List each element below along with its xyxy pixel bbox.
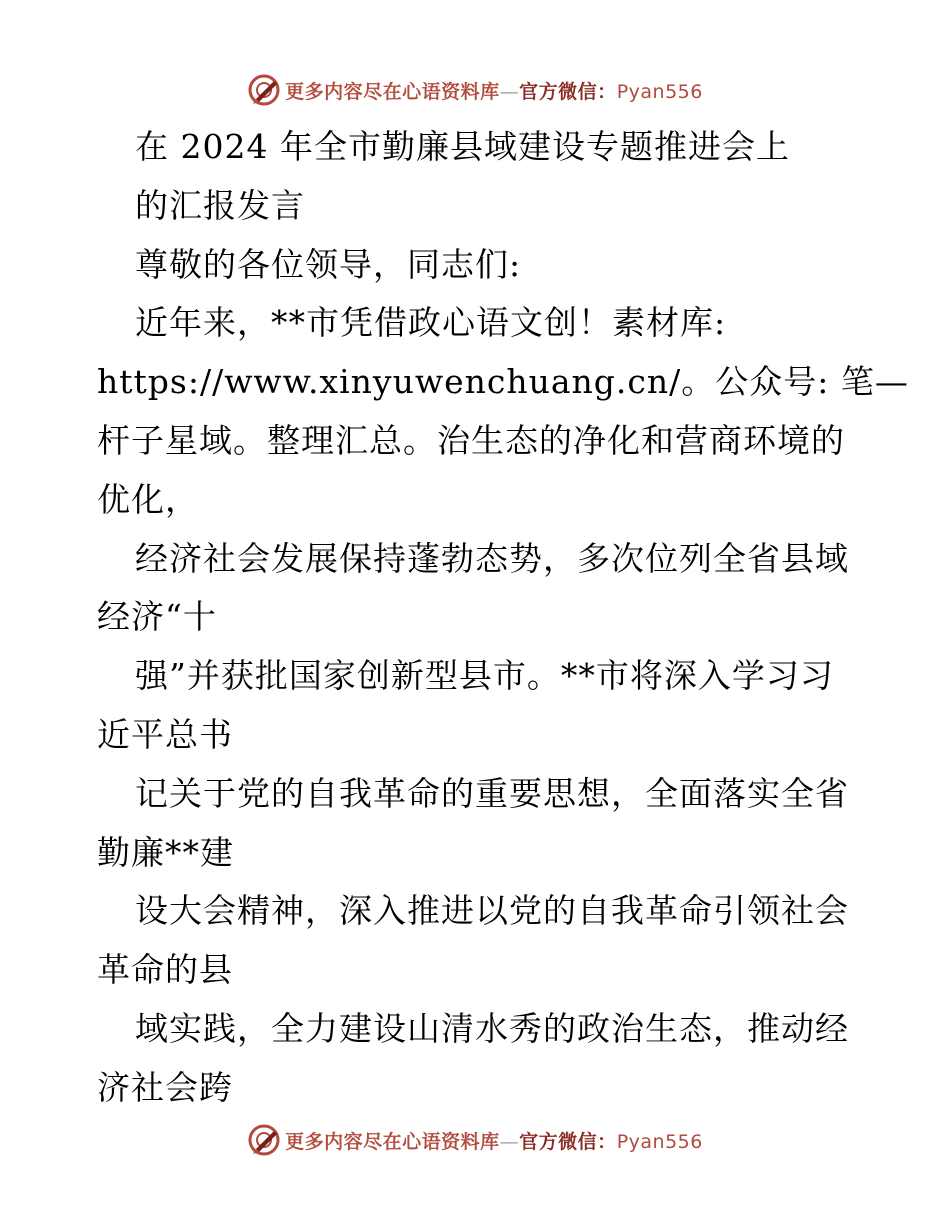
doc-title-line-1: 在 2024 年全市勤廉县域建设专题推进会上 xyxy=(135,127,790,166)
document-body xyxy=(97,118,909,1118)
banner-wechat-id: Pyan556 xyxy=(616,80,703,103)
doc-paragraph-line: 革命的县 xyxy=(97,950,233,990)
doc-paragraph-line: 杆子星域。整理汇总。治生态的净化和营商环境的 xyxy=(97,420,845,460)
red-circle-pen-logo-icon xyxy=(247,73,281,107)
doc-title-line-2: 的汇报发言 xyxy=(135,185,305,225)
doc-paragraph-line: 济社会跨 xyxy=(97,1067,233,1107)
banner-separator: — xyxy=(499,1130,520,1153)
doc-paragraph-line: 记关于党的自我革命的重要思想，全面落实全省 xyxy=(135,773,849,813)
doc-paragraph-line: 优化， xyxy=(97,479,199,519)
doc-paragraph-line: 经济“十 xyxy=(97,597,217,637)
doc-paragraph-line: 勤廉**建 xyxy=(97,832,234,872)
doc-paragraph-line: 设大会精神，深入推进以党的自我革命引领社会 xyxy=(135,891,849,931)
doc-salutation: 尊敬的各位领导，同志们: xyxy=(135,244,522,284)
doc-paragraph-line: 近平总书 xyxy=(97,714,233,754)
banner-brand-text: 更多内容尽在心语资料库 xyxy=(285,1130,500,1153)
banner-separator: — xyxy=(499,80,520,103)
doc-paragraph-line: 域实践，全力建设山清水秀的政治生态，推动经 xyxy=(135,1008,849,1048)
doc-paragraph-line: https://www.xinyuwenchuang.cn/。公众号: 笔— xyxy=(97,362,909,402)
banner-brand-text: 更多内容尽在心语资料库 xyxy=(285,80,500,103)
banner-label: 官方微信： xyxy=(519,80,617,103)
banner-wechat-id: Pyan556 xyxy=(616,1130,703,1153)
header-watermark-banner xyxy=(0,70,950,110)
doc-paragraph-line: 近年来，**市凭借政心语文创！素材库: xyxy=(135,303,727,343)
doc-paragraph-line: 强”并获批国家创新型县市。**市将深入学习习 xyxy=(135,656,834,696)
banner-label: 官方微信： xyxy=(519,1130,617,1153)
red-circle-pen-logo-icon xyxy=(247,1123,281,1157)
doc-paragraph-line: 经济社会发展保持蓬勃态势，多次位列全省县域 xyxy=(135,538,849,578)
footer-watermark-banner xyxy=(0,1120,950,1160)
